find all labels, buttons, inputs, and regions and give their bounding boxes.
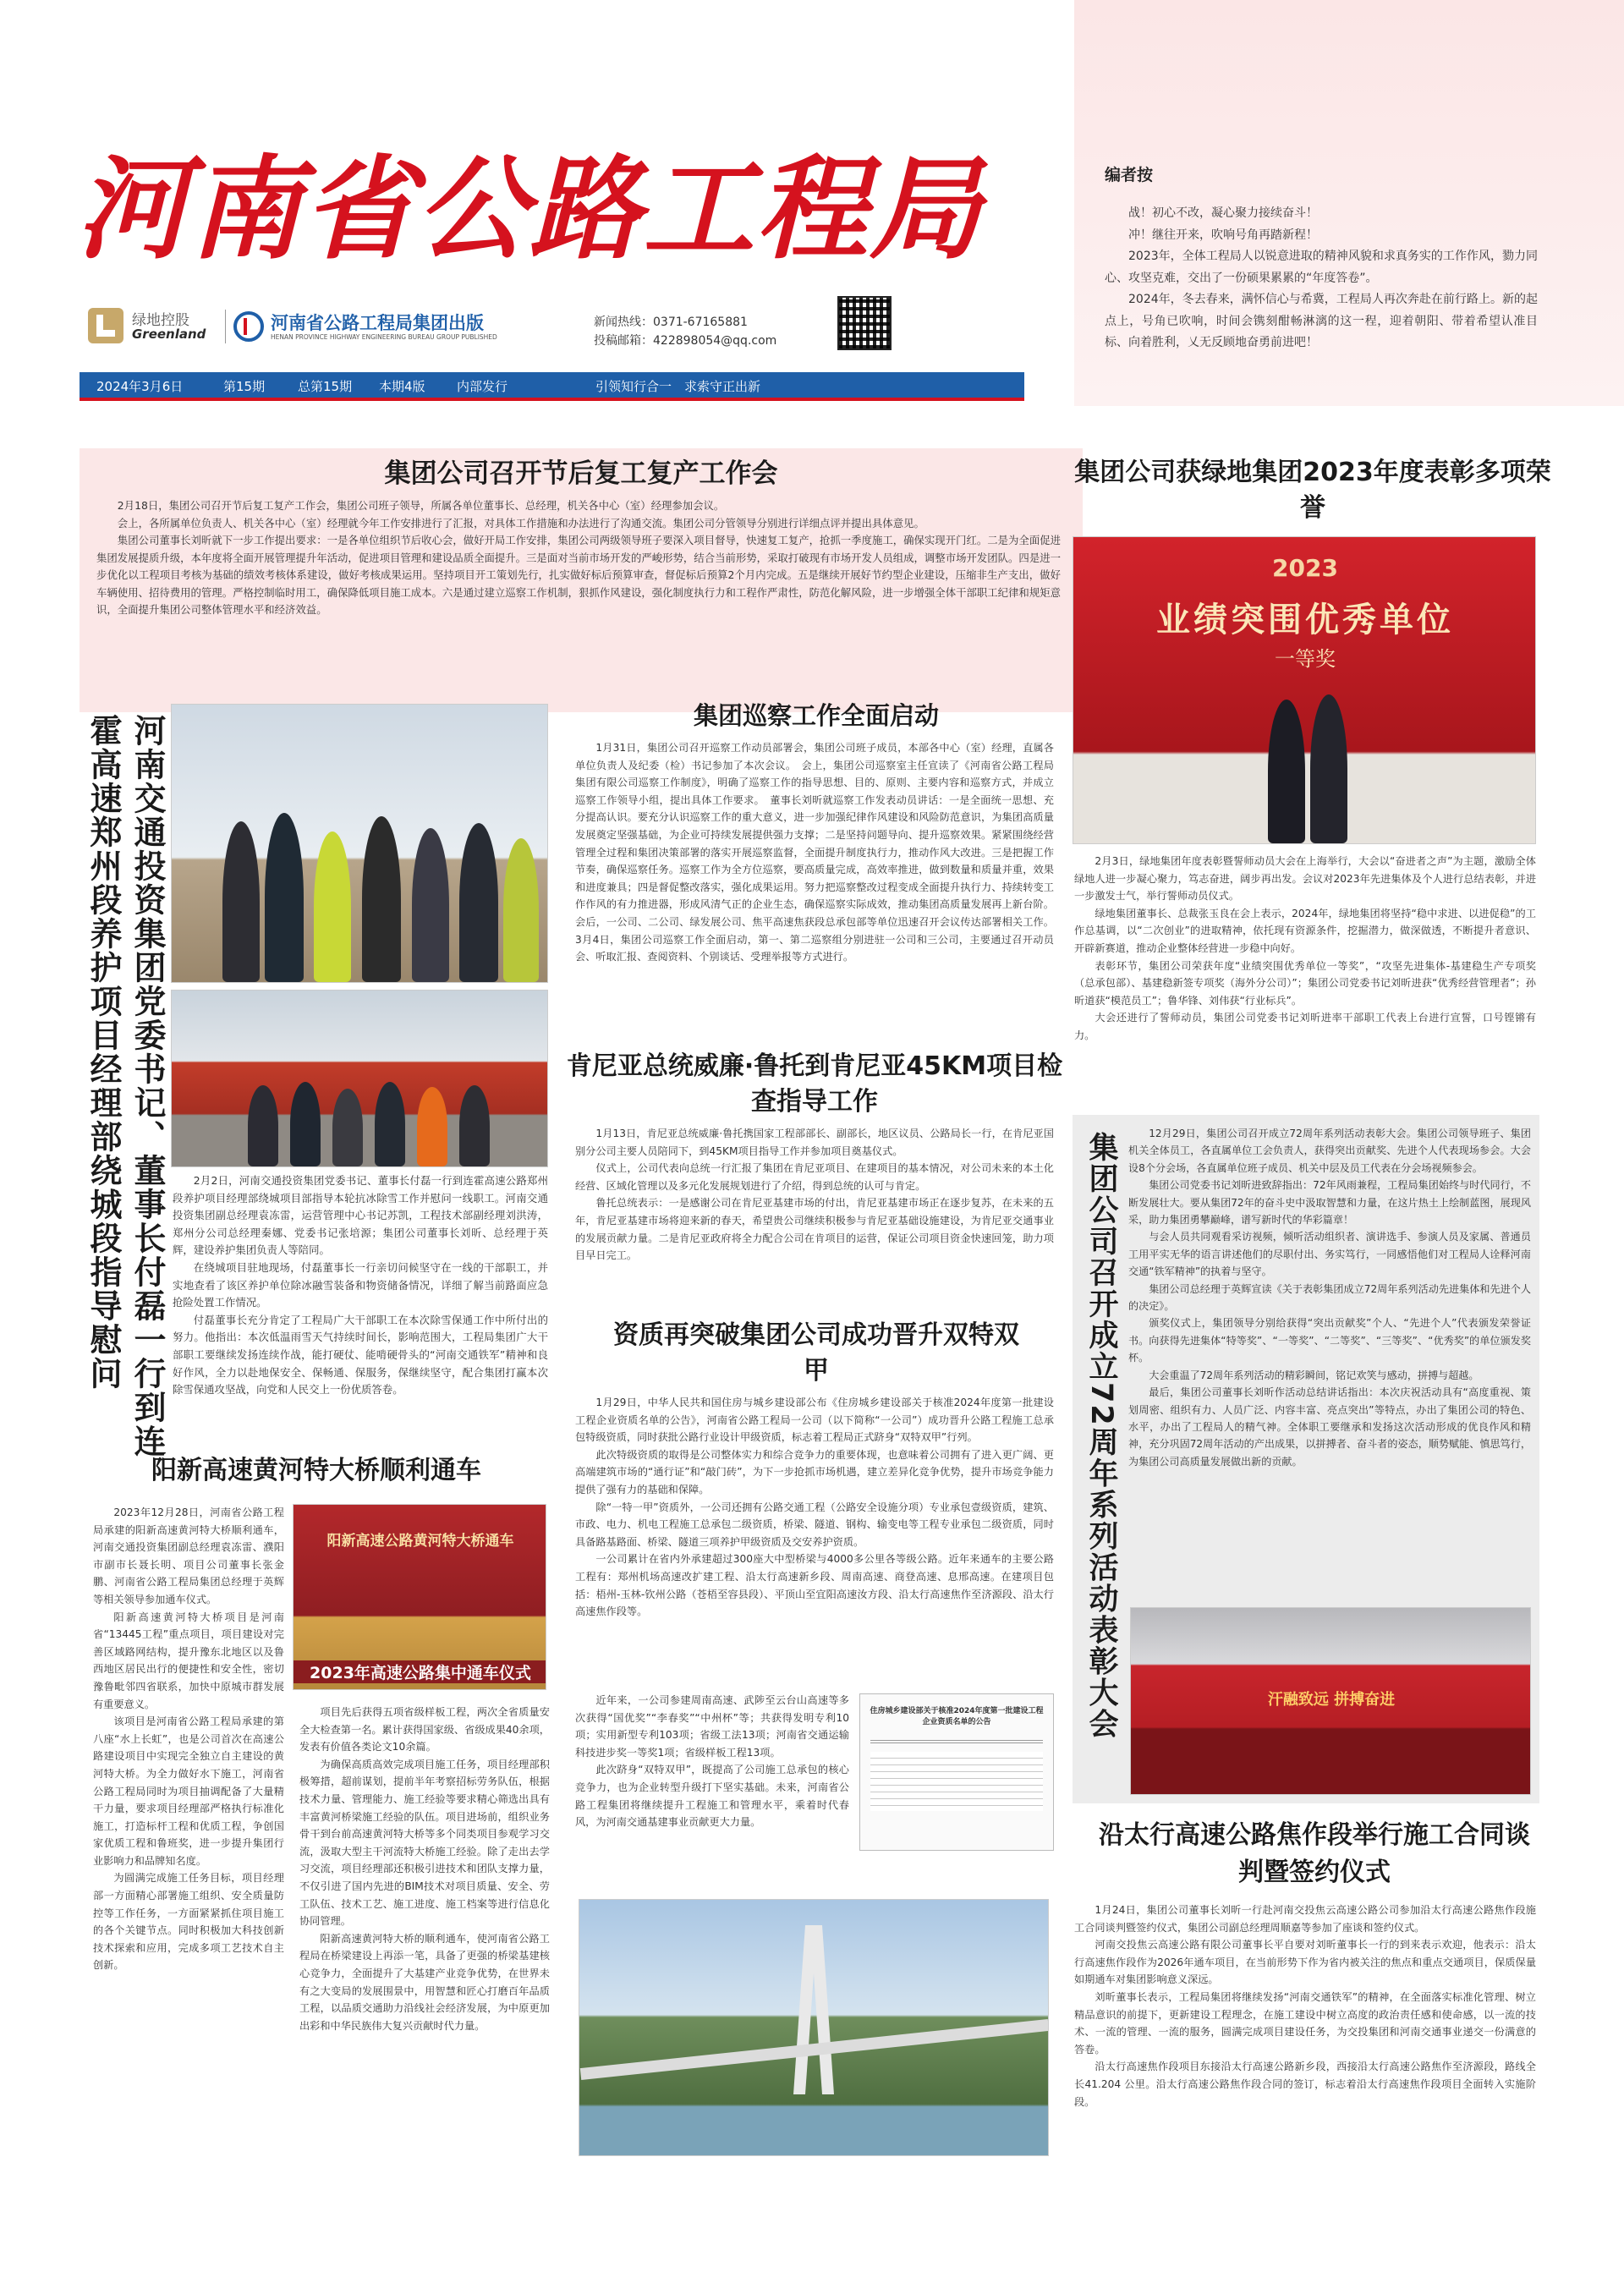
article-2-title: 河南交通投资集团党委书记、董事长付磊一行到连霍高速郑州段养护项目经理部绕城段指导慰问 [85,714,166,1458]
publisher-cn: 河南省公路工程局集团出版 [271,313,484,333]
bureau-logo [233,308,572,348]
logo-divider [225,310,226,343]
dateline-band [80,372,1024,401]
article-1-body: 2月18日，集团公司召开节后复工复产工作会，集团公司班子领导，所属各单位董事长、总经理，机关各中心（室）经理参加会议。 会上，各所属单位负责人、机关各中心（室）经理就今年工作安排进行了汇报，对具体工作措施和办法进行了沟通交流。集团公司分管领导分别进行详细点评并提出具体意见。 集团公司董事长刘昕就下一步工作提出要求：一是各单位组织节后收心会，做好开局工作安排，集团公司两级领导班子要深入项目督导，快速复工复产，抢抓一季度施工，确保实现开门红。二是为全面促进集团发展提质升级，本年度将全面开展管理提升年活动，促进项目管理和建设品质全面提升。三是面对当前市场开发的严峻形势，结合当前形势，采取打破现有市场开发人员组成，调整市场开发团队。四是进一步优化以工程项目考核为基础的绩效考核体系建设，做好考核成果运用。坚持项目开工策划先行，扎实做好标后预算审查，督促标后预算2个月内完成。五是继续开展好节约型企业建设，压缩非生产支出，做好车辆使用、招待费用的管理。严格控制临时用工，确保降低项目施工成本。六是通过建立巡察工作机制，狠抓作风建设，强化制度执行力和工程作严肃性，防范化解风险，进一步增强全体干部职工纪律和规矩意识，全面提升集团公司整体管理水平和经济效益。 [96,499,1061,616]
article-1-title: 集团公司召开节后复工复产工作会 [384,458,778,489]
masthead-title: 河南省公路工程局 [76,144,983,275]
submission-email: 投稿邮箱：422898054@qq.com [594,334,777,348]
article-5-body-top: 1月29日，中华人民共和国住房与城乡建设部公布《住房城乡建设部关于核准2024年度第一批建设工程企业资质名单的公告》，河南省公路工程局一公司（以下简称“一公司”）成功晋升公路工程施工总承包特级资质，同时获批公路行业设计甲级资质，标志着工程局正式跻身“双特双甲”行列。 此次特级资质的取得是公司整体实力和综合竞争力的重要体现，也意味着公司拥有了进入更广阔、更高端建筑市场的“通行证”和“敲门砖”，为下一步抢抓市场机遇，建立差异化竞争优势，提升市场竞争能力提供了强有力的基础和保障。 除“一特一甲”资质外，一公司还拥有公路交通工程（公路安全设施分项）专业承包壹级资质，建筑、市政、电力、机电工程施工总承包二级资质，桥梁、隧道、钢构、输变电等工程专业承包二级资质，同时具备路基路面、桥梁、隧道三项养护甲级资质及交安养护资质。 一公司累计在省内外承建超过300座大中型桥梁与4000多公里各等级公路。近年来通车的主要公路工程有：郑州机场高速改扩建工程、沿太行高速新乡段、周南高速、商登高速、息邢高速。在建项目包括：梧州-玉林-钦州公路（苍梧至容县段）、平顶山至宜阳高速汝方段、沿太行高速焦作至济源段、沿太行高速焦作段等。 [575,1397,1054,1618]
article-8-photo-screen: 汗融致远 拼搏奋进 [1267,1691,1396,1709]
article-3-body: 1月31日，集团公司召开巡察工作动员部署会，集团公司班子成员，本部各中心（室）经理，直属各单位负责人及纪委（检）书记参加了本次会议。 会上，集团公司巡察室主任宣读了《河南省公路工程局集团有限公司巡察工作制度》，明确了巡察工作的指导思想、目的、原则、主要内容和巡察方式，并成立巡察工作领导小组，提出具体工作要求。 董事长刘昕就巡察工作发表动员讲话：一是全面统一思想、充分提高认识。要充分认识巡察工作的重大意义，进一步加强纪律作风建设和风险防范意识，为集团高质量发展奠定坚强基础，为企业可持续发展提供强力支撑；二是坚持问题导向、提升巡察效果。紧紧围绕经营管理全过程和集团决策部署的落实开展巡察监督，全面提升制度执行力，推动作风大改进。三是把握工作节奏，确保巡察任务。巡察工作为全方位巡察，要高质量完成，高效率推进，做到数量和质量并重，效果和进度兼具；四是督促整改落实，强化成果运用。努力把巡察整改过程变成全面提升执行力、持续转变工作作风的有力推进器，形成风清气正的企业生态，确保巡察实际成效，推动集团高质量发展再上新台阶。会后，一公司、二公司、绿发展公司、焦平高速焦获段总承包部等单位迅速召开会议传达部署相关工作。3月4日，集团公司巡察工作全面启动，第一、第二巡察组分别进驻一公司和三公司，主要通过召开动员会、听取汇报、查阅资料、个别谈话、受理举报等方式进行。 [575,742,1054,963]
publisher-en: HENAN PROVINCE HIGHWAY ENGINEERING BUREAU GROUP PUBLISHED [271,333,497,341]
circulation: 内部发行 [457,379,508,394]
article-7-title: 集团公司获绿地集团2023年度表彰多项荣誉 [1074,458,1551,523]
article-8-body: 12月29日，集团公司召开成立72周年系列活动表彰大会。集团公司领导班子、集团机关全体员工，各直属单位工会负责人，获得突出贡献奖、先进个人代表现场参会。大会设8个分会场，各直属单位班子成员、机关中层及员工代表在分会场视频参会。 集团公司党委书记刘昕进致辞指出：72年风雨兼程，工程局集团始终与时代同行，不断发展壮大。要从集团72年的奋斗史中汲取智慧和力量，在这片热土上绘制蓝图，展现风采，助力集团勇攀巅峰，谱写新时代的华彩篇章！ 与会人员共同观看采访视频，倾听活动组织者、演讲选手、参演人员及家属、普通员工用平实无华的语言讲述他们的尽职付出、务实笃行，一同感悟他们对工程局人诠释河南交通“铁军精神”的执着与坚守。 集团公司总经理于英辉宣读《关于表彰集团成立72周年系列活动先进集体和先进个人的决定》。 颁奖仪式上，集团领导分别给获得“突出贡献奖”个人、“先进个人”代表颁发荣誉证书。向获得先进集体“特等奖”、“一等奖”、“二等奖”、“三等奖”、“优秀奖”的单位颁发奖杯。 大会重温了72周年系列活动的精彩瞬间，铭记欢笑与感动，拼搏与超越。 最后，集团公司董事长刘昕作活动总结讲话指出：本次庆祝活动具有“高度重视、策划周密、组织有力、人员广泛、内容丰富、亮点突出”等特点，办出了集团公司的特色、水平，办出了工程局人的精气神。全体职工要继承和发扬这次活动形成的优良作风和精神，充分巩固72周年活动的产出成果，以拼搏者、奋斗者的姿态，顺势赋能、慎思笃行，为集团公司高质量发展做出新的贡献。 [1128,1128,1531,1468]
motto: 引领知行合一 求索守正出新 [595,379,761,394]
article-9-body: 1月24日，集团公司董事长刘昕一行赴河南交投焦云高速公路公司参加沿太行高速公路焦作段施工合同谈判暨签约仪式，集团公司副总经理周顺嘉等参加了座谈和签约仪式。 河南交投焦云高速公路有限公司董事长平自要对刘昕董事长一行的到来表示欢迎，他表示：沿太行高速焦作段作为2026年通车项目，在当前形势下作为省内被关注的焦点和重点交通项目，保质保量如期通车对集团影响意义深远。 刘昕董事长表示，工程局集团将继续发扬“河南交通铁军”的精神，在全面落实标准化管理、树立精品意识的前提下，更新建设工程理念，在施工建设中树立高度的政治责任感和使命感，以一流的技术、一流的管理、一流的服务，圆满完成项目建设任务，为交投集团和河南交通事业递交一份满意的答卷。 沿太行高速焦作段项目东接沿太行高速公路新乡段，西接沿太行高速公路焦作至济源段，路线全长41.204 公里。沿太行高速公路焦作段合同的签订，标志着沿太行高速焦作段项目全面转入实施阶段。 [1074,1904,1536,2108]
article-3-title: 集团巡察工作全面启动 [693,701,939,730]
article-7-photo-banner: 业绩突围优秀单位 [1156,601,1454,639]
article-6-photo-title: 阳新高速公路黄河特大桥通车 [326,1533,514,1550]
bureau-logo-icon [233,311,264,342]
article-6-photo [293,1504,546,1690]
article-6-body-left: 2023年12月28日，河南省公路工程局承建的阳新高速黄河特大桥顺利通车，河南交通投资集团副总经理袁冻雷、濮阳市副市长聂长明、项目公司董事长张金鹏、河南省公路工程局集团总经理于英辉等相关领导参加通车仪式。 阳新高速黄河特大桥项目是河南省“13445工程”重点项目，项目建设对完善区域路网结构，提升豫东北地区以及鲁西地区居民出行的便捷性和安全性，密切豫鲁毗邻四省联系，加快中原城市群发展有重要意义。 该项目是河南省公路工程局承建的第八座“水上长虹”，也是公司首次在高速公路建设项目中实现完全独立自主建设的黄河特大桥。为全力做好水下施工，河南省公路工程局同时为项目抽调配备了大量精干力量，要求项目经理部严格执行标准化施工，打造标杆工程和优质工程，争创国家优质工程和鲁班奖，进一步提升集团行业影响力和品牌知名度。 为圆满完成施工任务目标，项目经理部一方面精心部署施工组织、安全质量防控等工作任务，一方面紧紧抓住项目施工的各个关键节点。同时积极加大科技创新技术探索和应用，完成多项工艺技术自主创新。 [93,1506,284,1972]
article-2-photo-bottom [171,990,548,1167]
article-7-photo [1073,536,1536,844]
article-4-body: 1月13日，肯尼亚总统威廉·鲁托携国家工程部部长、副部长，地区议员、公路局长一行，在肯尼亚国别分公司主要人员陪同下，到45KM项目指导工作并参加项目奠基仪式。 仪式上，公司代表向总统一行汇报了集团在肯尼亚项目、在建项目的基本情况，对公司未来的本土化经营、区域化管理以及多元化发展规划进行了介绍，得到总统的认可与肯定。 鲁托总统表示：一是感谢公司在肯尼亚基建市场的付出，肯尼亚基建市场正在逐步复苏，在未来的五年，肯尼亚基建市场将迎来新的春天，希望贵公司继续积极参与肯尼亚基础设施建设，为肯尼亚交通事业的发展贡献力量。二是肯尼亚政府将全力配合公司在肯项目的运营，保证公司项目资金快速回笼，助力项目早日完工。 [575,1128,1054,1262]
article-5-title: 资质再突破集团公司成功晋升双特双甲 [613,1320,1019,1386]
article-5-document-caption: 住房城乡建设部关于核准2024年度第一批建设工程企业资质名单的公告 [870,1707,1044,1726]
article-4-title: 肯尼亚总统威廉·鲁托到肯尼亚45KM项目检查指导工作 [566,1051,1063,1117]
article-5-body-bottom: 住房城乡建设部关于核准2024年度第一批建设工程企业资质名单的公告 近年来，一公司参建周南高速、武陟至云台山高速等多次获得“国优奖”“李春奖”“中州杯”等；共获得发明专利10项；实用新型专利103项；省级工法13项；河南省交通运输科技进步奖一等奖1项；省级样板工程13项。 此次跻身“双特双甲”，既提高了公司施工总承包的核心竞争力，也为企业转型升级打下坚实基础。未来，河南省公路工程集团将继续提升工程施工和管理水平，乘着时代春风，为河南交通基建事业贡献更大力量。 [575,1692,1054,1856]
greenland-logo [88,306,223,348]
article-8-photo [1130,1607,1531,1795]
greenland-logo-cn: 绿地控股 [132,312,189,329]
article-6-photo-banner: 2023年高速公路集中通车仪式 [294,1660,546,1683]
article-6-body-right: 项目先后获得五项省级样板工程，两次全省质量安全大检查第一名。累计获得国家级、省级成果40余项，发表有价值各类论文10余篇。 为确保高质高效完成项目施工任务，项目经理部积极筹措，超前谋划，提前半年考察招标劳务队伍，根据技术力量、管理能力、施工经验等要求精心筛选出具有丰富黄河桥梁施工经验的队伍。项目进场前，组织业务骨干到台前高速黄河特大桥等多个同类项目参观学习交流，汲取大型主干河流特大桥施工经验。除了走出去学习交流，项目经理部还积极引进技术和团队支撑力量，不仅引进了国内先进的BIM技术对项目质量、安全、劳工队伍、技术工艺、施工进度、施工档案等进行信息化协同管理。 阳新高速黄河特大桥的顺利通车，使河南省公路工程局在桥梁建设上再添一笔，具备了更强的桥梁基建核心竞争力，全面提升了大基建产业竞争优势，在世界未有之大变局的发展围景中，用智慧和匠心打磨百年品质工程，以品质交通助力沿线社会经济发展，为中原更加出彩和中华民族伟大复兴贡献时代力量。 [299,1706,550,2032]
article-7-photo-year: 2023 [1272,554,1338,582]
page-count: 本期4版 [379,379,425,394]
greenland-logo-icon [88,308,123,343]
article-5-bridge-photo [579,1899,1049,2156]
editor-note-heading: 编者按 [1105,166,1154,184]
editor-note-body: 战！初心不改，凝心聚力接续奋斗！ 冲！继往开来，吹响号角再踏新程！ 2023年，全体工程局人以锐意进取的精神风貌和求真务实的工作作风，勠力同心、攻坚克难，交出了一份硕果累累的“年度答卷”。 2024年，冬去春来，满怀信心与希冀，工程局人再次奔赴在前行路上。新的起点上，号角已吹响，时间会镌刻酣畅淋漓的这一程，迎着朝阳、带着希望认准目标、向着胜利，乂无反顾地奋勇前进吧！ [1105,206,1538,349]
article-9-title: 沿太行高速公路焦作段举行施工合同谈判暨签约仪式 [1099,1820,1530,1887]
article-2-photo-top [171,704,548,983]
date: 2024年3月6日 [96,379,184,394]
greenland-logo-en: Greenland [132,327,206,342]
issue-number: 第15期 [223,379,266,394]
news-hotline: 新闻热线：0371-67165881 [594,316,748,329]
article-6-title: 阳新高速黄河特大桥顺利通车 [151,1456,481,1485]
article-8-title: 集团公司召开成立72周年系列活动表彰大会 [1084,1132,1118,1740]
article-2-body: 2月2日，河南交通投资集团党委书记、董事长付磊一行到连霍高速公路郑州段养护项目经理部绕城项目部指导本轮抗冰除雪工作并慰问一线职工。河南交通投资集团副总经理袁冻雷，运营管理中心书记苏凯，工程技术部副经理刘洪涛，郑州分公司总经理秦娜、党委书记张培源；集团公司董事长刘昕、总经理于英辉，建设养护集团负责人等陪同。 在绕城项目驻地现场，付磊董事长一行亲切问候坚守在一线的干部职工，并实地查看了该区养护单位除冰融雪装备和物资储备情况，详细了解当前路面应急抢险处置工作情况。 付磊董事长充分肯定了工程局广大干部职工在本次除雪保通工作中所付出的努力。他指出：本次低温雨雪天气持续时间长，影响范围大，工程局集团广大干部职工要继续发扬连续作战，能打硬仗、能啃硬骨头的“河南交通铁军”精神和良好作风，全力以赴地保安全、保畅通、保服务，保继续坚守，配合集团打赢本次除雪保通攻坚战，向党和人民交上一份优质答卷。 [173,1174,548,1397]
total-issue: 总第15期 [298,379,353,394]
article-7-photo-sub: 一等奖 [1275,647,1336,671]
qr-code-icon [837,296,892,350]
article-5-document-photo [859,1693,1054,1851]
article-7-body: 2月3日，绿地集团年度表彰暨誓师动员大会在上海举行，大会以“奋进者之声”为主题，激励全体绿地人进一步凝心聚力，笃志奋进，阔步再出发。会议对2023年先进集体及个人进行总结表彰，并进一步激发士气，举行誓师动员仪式。 绿地集团董事长、总裁张玉良在会上表示，2024年，绿地集团将坚持“稳中求进、以进促稳”的工作总基调，以“二次创业”的进取精神，依托现有资源条件，挖掘潜力，做深做透，不断提升者意识、开辟新赛道，推动企业整体经营进一步稳中向好。 表彰环节，集团公司荣获年度“业绩突围优秀单位一等奖”，“攻坚先进集体-基建稳生产专项奖（总承包部）、基建稳新签专项奖（海外分公司）”；集团公司党委书记刘昕进获“优秀经营管理者”；孙昕道获“模范员工”；鲁华锋、刘伟获“行业标兵”。 大会还进行了誓师动员，集团公司党委书记刘昕进率干部职工代表上台进行宣誓，口号铿锵有力。 [1074,855,1536,1041]
